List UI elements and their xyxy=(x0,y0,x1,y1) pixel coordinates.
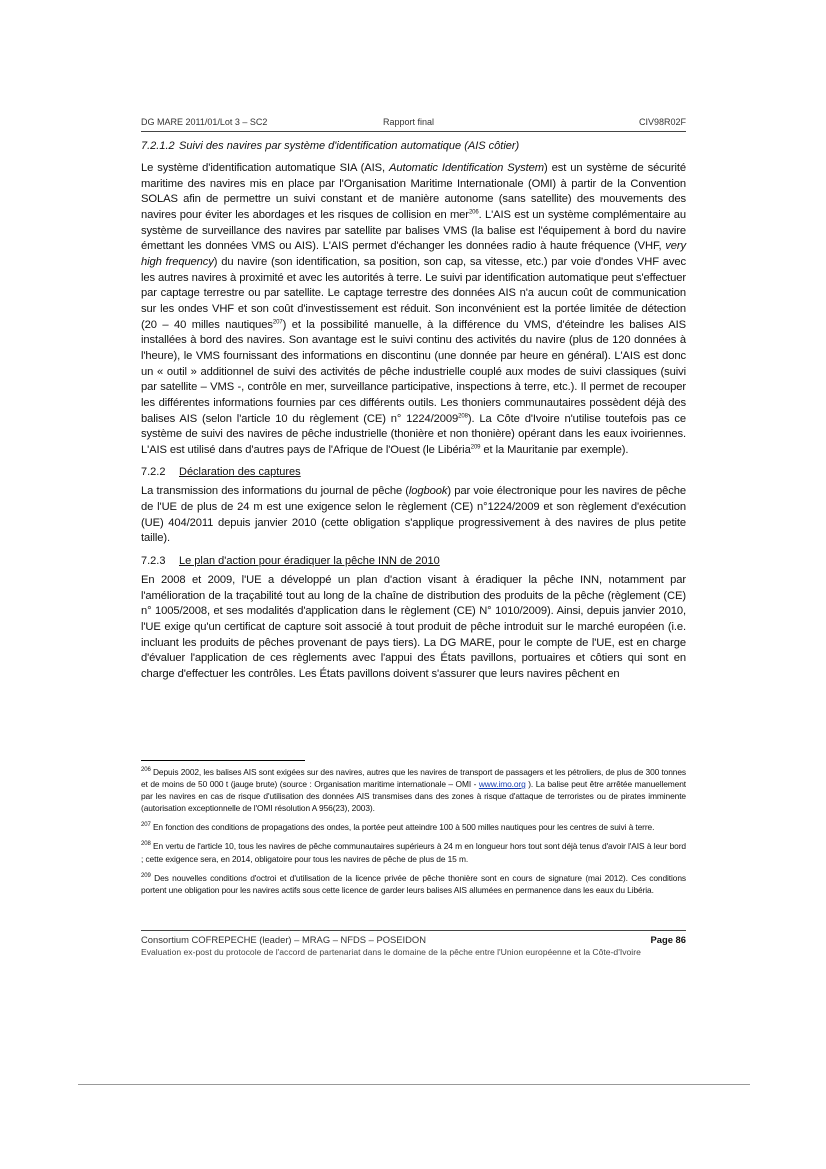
paragraph-ais xyxy=(141,161,686,458)
text-run: ). La Côte d'Ivoire n'utilise toutefois pas ce système de suivi des navires de pêche industrielle (thonière et non thonière) opérant dans les eaux ivoiriennes. L'AIS est utilisé dans d'autres pays de l'Afrique de l'Ouest (le Libéria xyxy=(141,412,687,456)
text-italic: Automatic Identification System xyxy=(389,162,544,174)
footnote-number: 208 xyxy=(141,841,151,848)
text-run: ) et la possibilité manuelle, à la différence du VMS, d'éteindre les balises AIS installées à bord des navires. Son avantage est le suivi continu des activités du navire (plus de 120 données à l'heure), le VMS fournissant des informations en discontinu (une donnée par heure en général). L'AIS est donc un « outil » additionnel de suivi des activités de pêche industrielle couplé aux modes de suivi classiques (suivi par satellite – VMS -, contrôle en mer, surveillance participative, inspections à terre, etc.). Il permet de recouper les différentes informations fournies par ces différents outils. Les thoniers communautaires possèdent déjà des balises AIS (selon l'article 10 du règlement (CE) n° 1224/2009 xyxy=(141,318,686,425)
text-run: En fonction des conditions de propagations des ondes, la portée peut atteindre 100 à 500 milles nautiques pour les centres de suivi à terre. xyxy=(150,822,655,833)
text-italic: very high frequency xyxy=(141,240,686,268)
text-run: ) par voie électronique pour les navires de pêche de l'UE de plus de 24 m est une exigence selon le règlement (CE) n°1224/2009 et son règlement d'exécution (UE) 404/2011 depuis janvier 2010 (cette obligation s'applique progressivement à des navires de plus petite taille). xyxy=(141,485,686,545)
header-doc-code: CIV98R02F xyxy=(638,117,686,127)
heading-722-number: 7.2.2 xyxy=(141,466,166,479)
footnote-ref-206[interactable]: 206 xyxy=(468,209,479,216)
page-number: Page 86 xyxy=(650,934,686,945)
header-report-type: Rapport final xyxy=(383,117,435,127)
text-run: . L'AIS est un système complémentaire au système de surveillance des navires par satellite par balises VMS (la balise est l'équipement à bord du navire émettant les données VMS ou AIS). L'AIS permet d'échanger les données radio à haute fréquence (VHF, xyxy=(141,208,686,253)
heading-723 xyxy=(141,555,686,567)
footnote-ref-209[interactable]: 209 xyxy=(470,444,481,451)
page-footer xyxy=(141,930,686,957)
footnote-number: 209 xyxy=(141,872,151,879)
footnote-number: 206 xyxy=(141,767,151,774)
heading-723-number: 7.2.3 xyxy=(141,555,166,568)
main-content xyxy=(141,140,686,691)
heading-722-title: Déclaration des captures xyxy=(179,466,301,479)
text-run: ) est un système de sécurité maritime des navires mis en place par l'Organisation Maritime Internationale (OMI) à partir de la Convention SOLAS afin de permettre un suivi constant et de manière autonome (sans satellite) des mouvements des navires pour éviter les abordages et les risques de collision en mer xyxy=(141,162,686,221)
text-run: ). La balise peut être arrêtée manuellement par les navires en cas de risque d'utilisation des données AIS transmises dans des zones à risque d'attaque de terroristes ou de pirates imminente (autorisation exceptionnelle de l'OMI résolution A 956(23), 2003). xyxy=(141,779,687,814)
heading-722 xyxy=(141,466,686,478)
footer-subtitle: Evaluation ex-post du protocole de l'accord de partenariat dans le domaine de la pêche entre l'Union européenne et la Côte-d'Ivoire xyxy=(141,947,641,957)
paragraph-inn-plan: En 2008 et 2009, l'UE a développé un plan d'action visant à éradiquer la pêche INN, notamment par l'amélioration de la traçabilité tout au long de la chaîne de distribution des produits de la pêche (règlement (CE) n° 1005/2008, et ses modalités d'application dans le règlement (CE) N° 1010/2009). Ainsi, depuis janvier 2010, l'UE exige qu'un certificat de capture soit associé à tout produit de pêche introduit sur le marché européen (i.e. incluant les produits de pêches provenant de pays tiers). La DG MARE, pour le compte de l'UE, est en charge d'évaluer l'application de ces règlements avec l'appui des États pavillons, portuaires et côtiers qui sont en charge d'effectuer les contrôles. Les États pavillons doivent s'assurer que leurs navires pêchent en xyxy=(141,574,686,681)
heading-7212-number: 7.2.1.2 xyxy=(141,140,175,152)
footnote-ref-208[interactable]: 208 xyxy=(458,412,468,419)
imo-link[interactable]: www.imo.org xyxy=(478,779,526,790)
text-run: et la Mauritanie par exemple). xyxy=(480,443,629,456)
footnote-206 xyxy=(141,766,686,814)
footnote-number: 207 xyxy=(141,822,151,829)
heading-723-title: Le plan d'action pour éradiquer la pêche INN de 2010 xyxy=(179,555,440,568)
text-run: En vertu de l'article 10, tous les navires de pêche communautaires supérieurs à 24 m en longueur hors tout sont déjà tenus d'avoir l'AIS à leur bord ; cette exigence sera, en 2014, obligatoire pour tous les navires de pêche de plus de 15 m. xyxy=(141,841,686,864)
footnote-208 xyxy=(141,840,686,864)
footnotes xyxy=(141,766,686,903)
heading-7212-title: Suivi des navires par système d'identification automatique (AIS côtier) xyxy=(179,140,520,152)
footer-line xyxy=(141,934,686,947)
header-reference: DG MARE 2011/01/Lot 3 – SC2 xyxy=(141,117,268,127)
heading-7212 xyxy=(141,140,686,152)
footnote-separator xyxy=(141,760,305,761)
paragraph-captures xyxy=(141,484,686,547)
footnote-ref-207[interactable]: 207 xyxy=(272,318,283,325)
page-header xyxy=(141,117,686,132)
footnote-209 xyxy=(141,872,686,896)
text-italic: logbook xyxy=(408,485,448,498)
footnote-207 xyxy=(141,821,686,833)
text-run: Des nouvelles conditions d'octroi et d'utilisation de la licence privée de pêche thonière sont en cours de signature (mai 2012). Ces conditions portent une obligation pour les navires actifs sous cette licence de garder leurs balises AIS allumées en permanence dans les eaux du Libéria. xyxy=(141,872,686,895)
text-run: ) du navire (son identification, sa position, son cap, sa vitesse, etc.) par voie d'ondes VHF avec les autres navires à proximité et avec les autorités à terre. Le suivi par identification automatique peut s'effectuer par captage terrestre ou par satellite. Le captage terrestre des données AIS n'a aucun coût de communication sur les ondes VHF et son coût d'investissement est réduit. Son inconvénient est la portée limitée de détection (20 – 40 milles nautiques xyxy=(141,255,686,331)
text-run: La transmission des informations du journal de pêche ( xyxy=(141,485,409,498)
text-run: Depuis 2002, les balises AIS sont exigées sur des navires, autres que les navires de transport de passagers et les pétroliers, de plus de 300 tonnes et de moins de 50 000 t (jauge brute) (source : Organisation maritime internationale – OMI - xyxy=(141,767,686,790)
text-run: Le système d'identification automatique SIA (AIS, xyxy=(141,162,390,174)
footer-consortium: Consortium COFREPECHE (leader) – MRAG – NFDS – POSEIDON xyxy=(141,934,426,945)
page-bottom-divider xyxy=(78,1084,750,1085)
